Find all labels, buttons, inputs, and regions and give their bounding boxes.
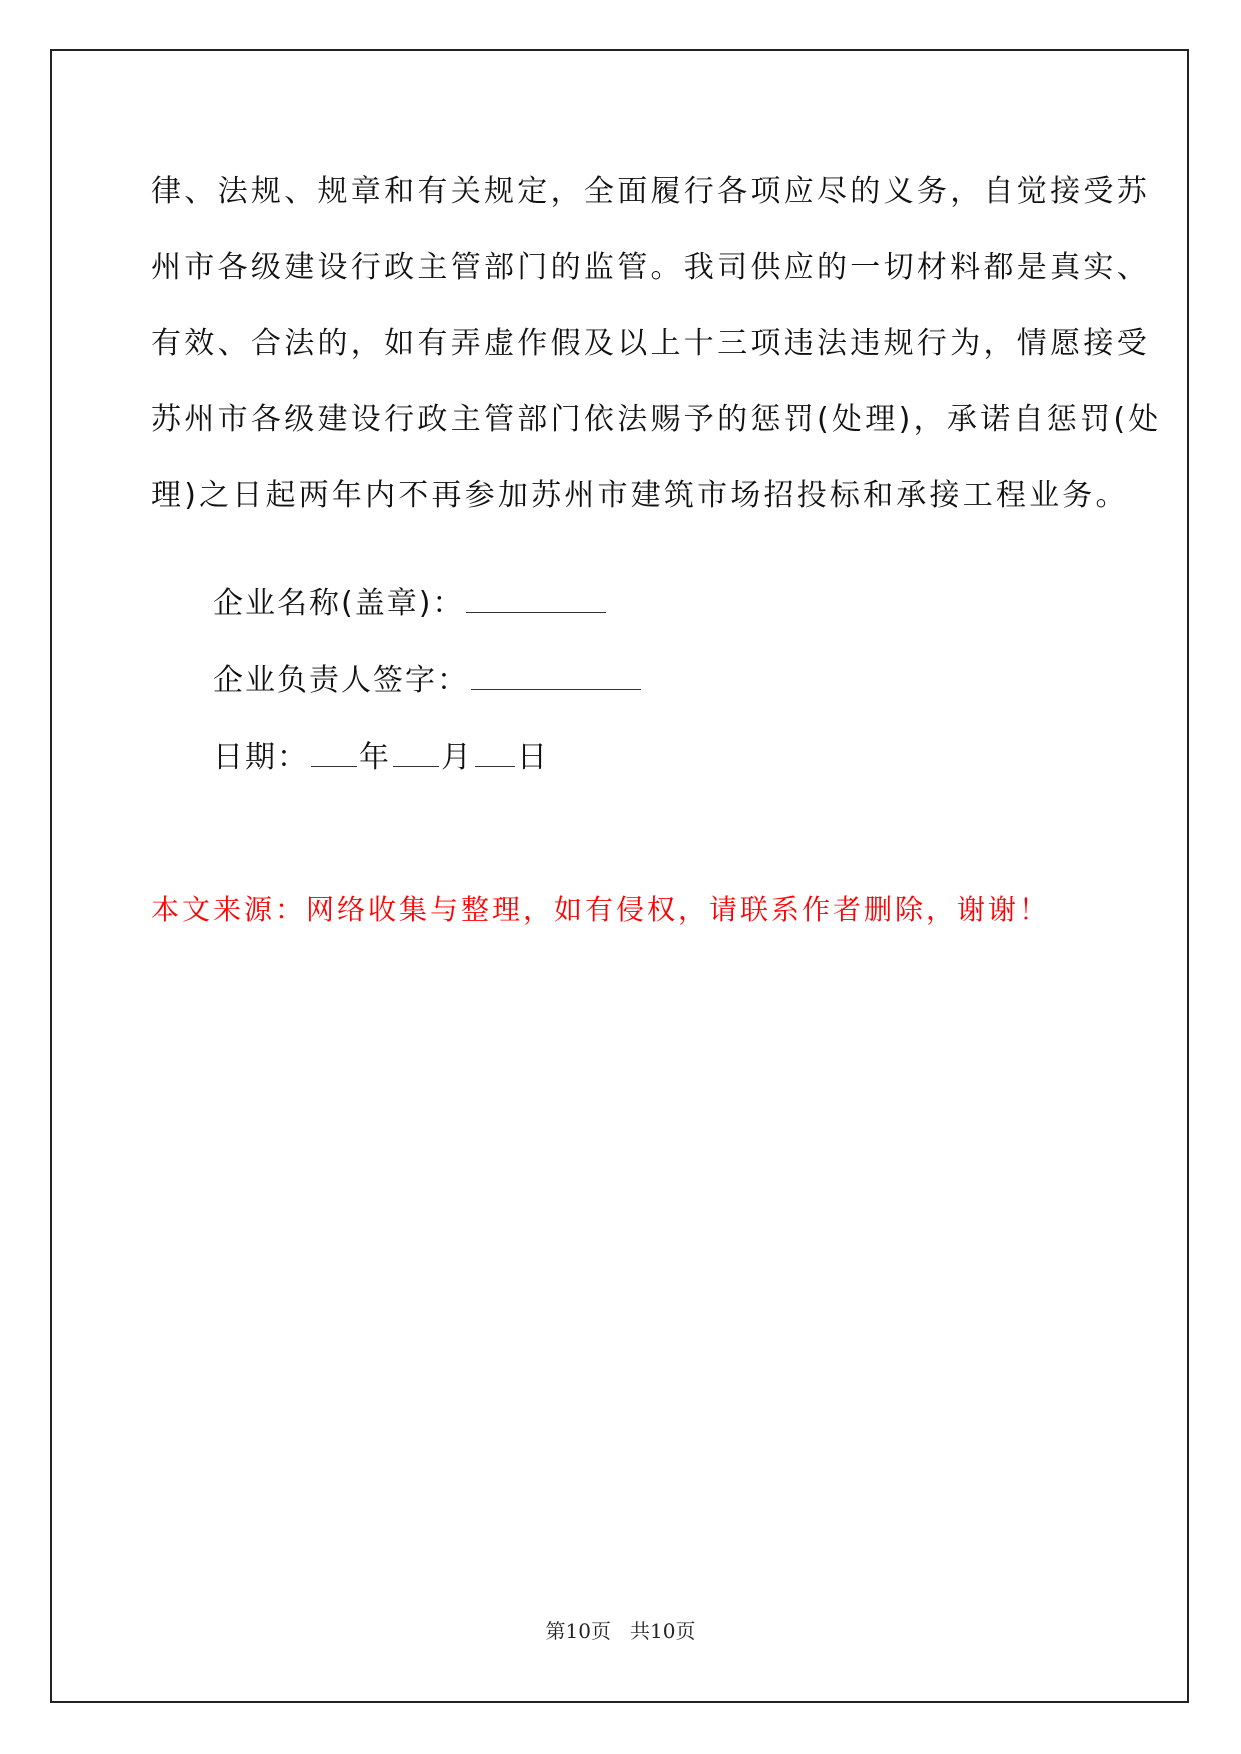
body-line: 理)之日起两年内不再参加苏州市建筑市场招投标和承接工程业务。 [151, 478, 1129, 513]
date-label: 日期： [213, 740, 309, 775]
signer-label: 企业负责人签字： [213, 663, 469, 698]
source-note: 本文来源：网络收集与整理，如有侵权，请联系作者删除，谢谢！ [151, 893, 1051, 926]
year-blank [311, 736, 357, 767]
signer-blank [471, 659, 641, 690]
body-line: 州市各级建设行政主管部门的监管。我司供应的一切材料都是真实、 [151, 250, 1150, 285]
month-blank [393, 736, 439, 767]
company-name-blank [466, 582, 606, 613]
month-label: 月 [441, 740, 473, 775]
body-line: 有效、合法的，如有弄虚作假及以上十三项违法违规行为，情愿接受 [151, 326, 1150, 361]
body-line: 律、法规、规章和有关规定，全面履行各项应尽的义务，自觉接受苏 [151, 174, 1150, 209]
year-label: 年 [359, 740, 391, 775]
signer-field [213, 659, 643, 701]
company-name-field [213, 582, 608, 624]
day-label: 日 [517, 740, 549, 775]
body-line: 苏州市各级建设行政主管部门依法赐予的惩罚(处理)，承诺自惩罚(处 [151, 402, 1162, 437]
date-field [213, 736, 549, 778]
body-paragraph [151, 165, 1162, 545]
company-name-label: 企业名称(盖章)： [213, 586, 465, 621]
page-number-footer: 第10页 共10页 [545, 1619, 696, 1643]
day-blank [475, 736, 515, 767]
